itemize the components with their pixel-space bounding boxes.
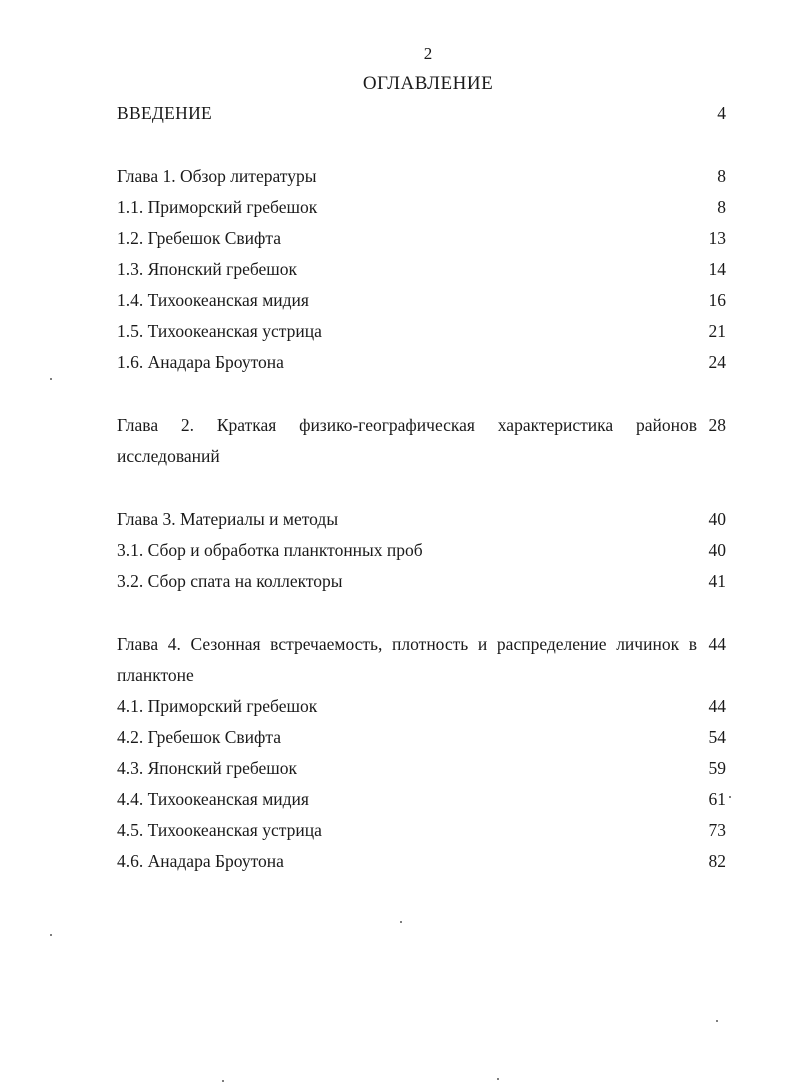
toc-entry-label: Глава 2. Краткая физико-географическая характеристика районов: [117, 415, 697, 435]
toc-entry-label: 4.2. Гребешок Свифта: [117, 727, 281, 747]
scan-speck: [497, 1078, 499, 1080]
toc-entry-label: 3.1. Сбор и обработка планктонных проб: [117, 540, 423, 560]
toc-entry-label-continued: исследований: [117, 446, 220, 466]
toc-entry-label: 1.2. Гребешок Свифта: [117, 228, 281, 248]
toc-entry-label: Глава 3. Материалы и методы: [117, 509, 339, 529]
page-number: 2: [423, 44, 433, 63]
toc-entry-page: 28: [708, 415, 726, 435]
scan-speck: [222, 1080, 224, 1082]
scan-speck: [729, 796, 731, 798]
scan-speck: [50, 934, 52, 936]
toc-entry-page: 44: [708, 696, 726, 716]
scan-speck: [400, 921, 402, 923]
page-title: ОГЛАВЛЕНИЕ: [362, 73, 494, 94]
toc-entry-label: 3.2. Сбор спата на коллекторы: [117, 571, 343, 591]
toc-entry-page: 73: [708, 820, 726, 840]
toc-entry-label: ВВЕДЕНИЕ: [117, 103, 213, 123]
toc-entry-label: 1.3. Японский гребешок: [117, 259, 298, 279]
toc-entry-label: 1.6. Анадара Броутона: [117, 352, 284, 372]
toc-entry-page: 14: [708, 259, 726, 279]
toc-entry-page: 54: [708, 727, 726, 747]
toc-entry-label: Глава 1. Обзор литературы: [117, 166, 317, 186]
toc-entry-page: 16: [708, 290, 726, 310]
toc-entry-page: 4: [717, 103, 726, 123]
toc-entry-chapter-2: [117, 410, 726, 472]
toc-entry-page: 21: [708, 321, 726, 341]
toc-entry-label: 1.1. Приморский гребешок: [117, 197, 318, 217]
scan-speck: [716, 1020, 718, 1022]
toc-entry-page: 44: [708, 634, 726, 654]
toc-entry-page: 82: [708, 851, 726, 871]
toc-entry-page: 8: [717, 197, 726, 217]
toc-entry-label: 1.5. Тихоокеанская устрица: [117, 321, 322, 341]
toc-entry-label: 4.1. Приморский гребешок: [117, 696, 318, 716]
toc-entry-chapter-4: [117, 629, 726, 691]
toc-entry-label: 1.4. Тихоокеанская мидия: [117, 290, 309, 310]
toc-entry-label: 4.5. Тихоокеанская устрица: [117, 820, 322, 840]
toc-entry-page: 59: [708, 758, 726, 778]
toc-entry-page: 40: [708, 540, 726, 560]
toc-entry-label: 4.3. Японский гребешок: [117, 758, 298, 778]
toc-entry-page: 61: [708, 789, 726, 809]
scan-speck: [50, 378, 52, 380]
toc-entry-page: 8: [717, 166, 726, 186]
toc-entry-label: Глава 4. Сезонная встречаемость, плотность и распределение личинок в: [117, 634, 697, 654]
toc-entry-page: 41: [708, 571, 726, 591]
toc-entry-page: 24: [708, 352, 726, 372]
toc-entry-label: 4.6. Анадара Броутона: [117, 851, 284, 871]
toc-entry-label-continued: планктоне: [117, 665, 194, 685]
toc-entry-label: 4.4. Тихоокеанская мидия: [117, 789, 309, 809]
toc-entry-page: 13: [708, 228, 726, 248]
toc-entry-page: 40: [708, 509, 726, 529]
